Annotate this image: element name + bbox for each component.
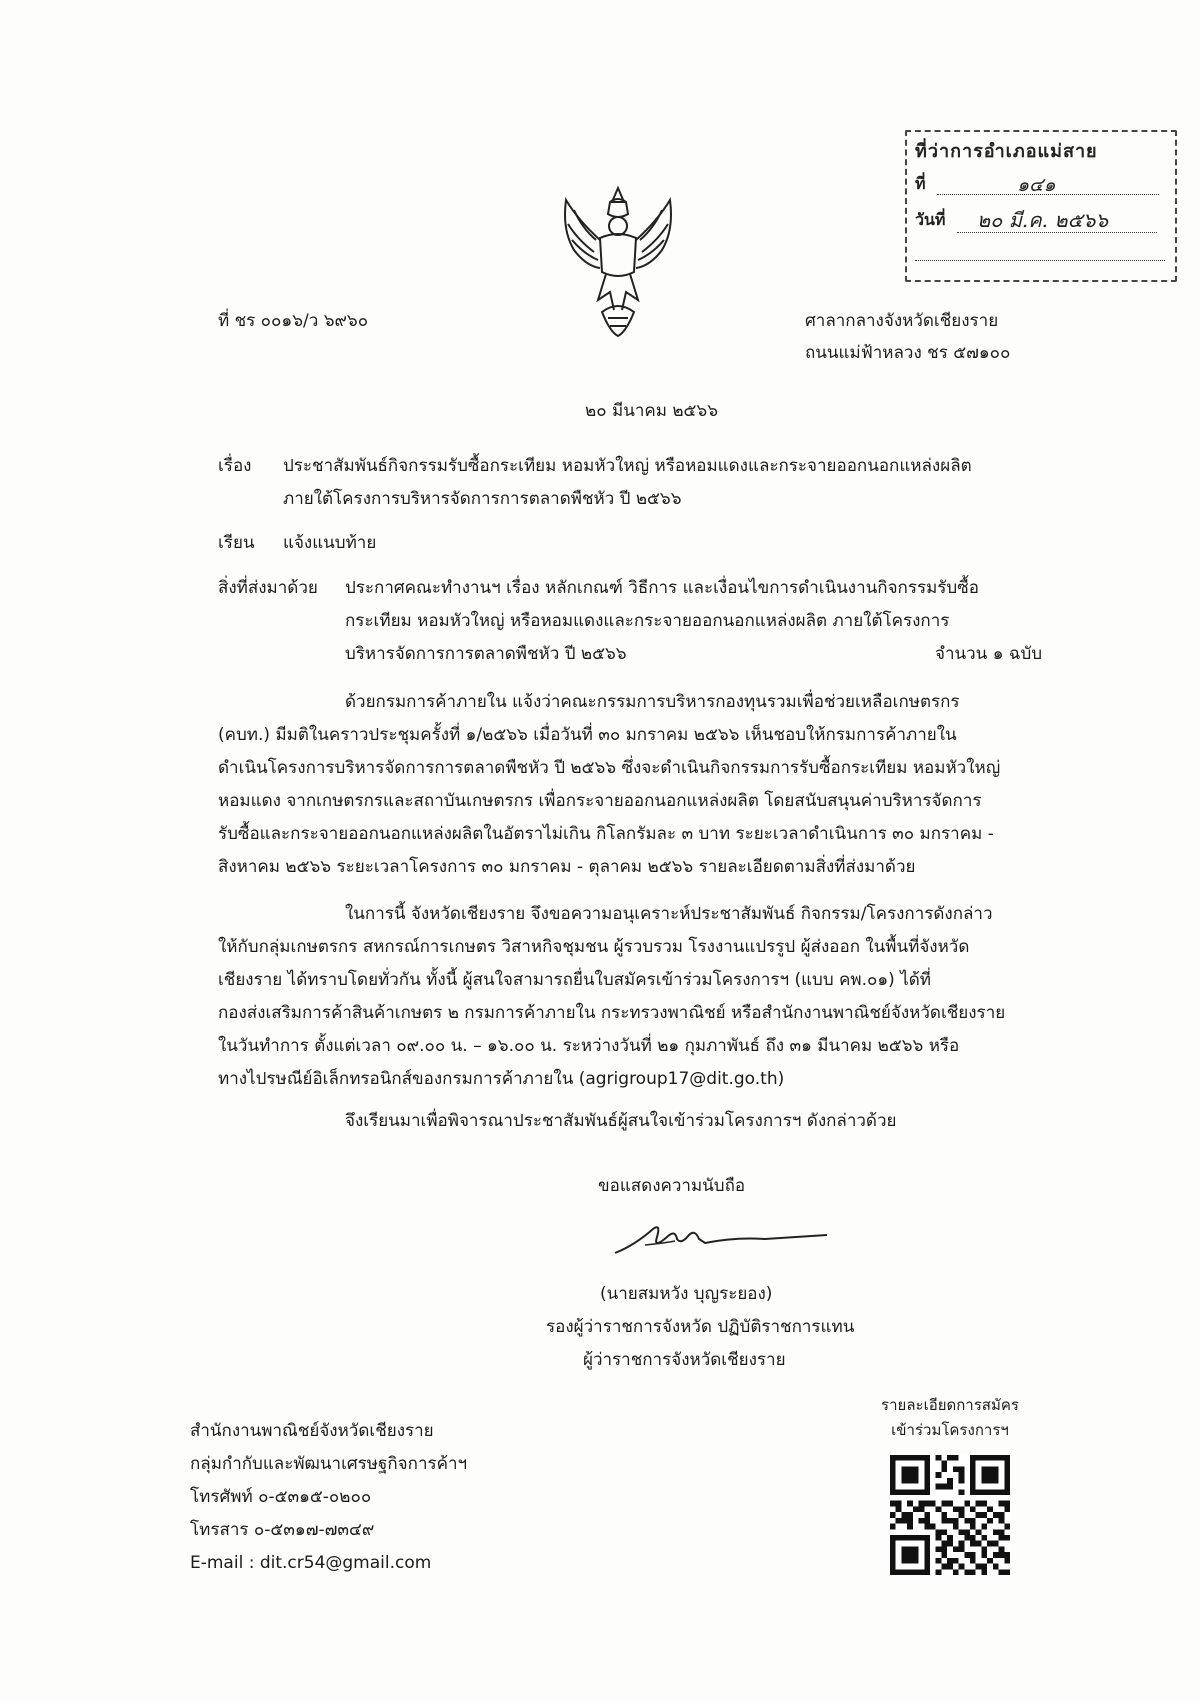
signer-title1: รองผู้ว่าราชการจังหวัด ปฏิบัติราชการแทน [546, 1317, 855, 1337]
sender-address-line2: ถนนแม่ฟ้าหลวง ชร ๕๗๑๐๐ [805, 343, 1011, 363]
stamp-no-label: ที่ [915, 174, 926, 193]
contact-email: E-mail : dit.cr54@gmail.com [190, 1553, 432, 1573]
para2-line: ให้กับกลุ่มเกษตรกร สหกรณ์การเกษตร วิสาหกิจชุมชน ผู้รวบรวม โรงงานแปรรูป ผู้ส่งออก ในพื้นที่จังหวัด [218, 937, 970, 957]
signer-name: (นายสมหวัง บุญระยอง) [600, 1284, 773, 1304]
sender-address-line1: ศาลากลางจังหวัดเชียงราย [805, 311, 999, 331]
stamp-date-value: ๒๐ มี.ค. ๒๕๖๖ [977, 208, 1109, 232]
letter-date: ๒๐ มีนาคม ๒๕๖๖ [585, 401, 718, 421]
garuda-emblem [548, 180, 688, 340]
enclosure-line3: บริหารจัดการการตลาดพืชหัว ปี ๒๕๖๖ [345, 644, 627, 664]
stamp-line [937, 194, 1159, 195]
stamp-office: ที่ว่าการอำเภอแม่สาย [915, 141, 1098, 162]
subject-line2: ภายใต้โครงการบริหารจัดการการตลาดพืชหัว ปี ๒๕๖๖ [283, 489, 682, 509]
received-stamp [905, 130, 1177, 282]
contact-office: สำนักงานพาณิชย์จังหวัดเชียงราย [190, 1421, 434, 1441]
para1-line: รับซื้อและกระจายออกนอกแหล่งผลิตในอัตราไม่เกิน กิโลกรัมละ ๓ บาท ระยะเวลาดำเนินการ ๓๐ มกราคม - [218, 824, 994, 844]
para1-line: หอมแดง จากเกษตรกรและสถาบันเกษตรกร เพื่อกระจายออกนอกแหล่งผลิต โดยสนับสนุนค่าบริหารจัดการ [218, 791, 982, 811]
reference-number: ที่ ชร ๐๐๑๖/ว ๖๙๖๐ [218, 311, 369, 331]
signature [605, 1215, 835, 1265]
para1-line: ดำเนินโครงการบริหารจัดการการตลาดพืชหัว ปี ๒๕๖๖ ซึ่งจะดำเนินกิจกรรมการรับซื้อกระเทียม หอมหัวใหญ่ [218, 758, 1001, 778]
qr-code[interactable] [890, 1455, 1010, 1575]
contact-group: กลุ่มกำกับและพัฒนาเศรษฐกิจการค้าฯ [190, 1454, 468, 1474]
enclosure-count: จำนวน ๑ ฉบับ [935, 644, 1043, 664]
contact-phone: โทรศัพท์ ๐-๕๓๑๕-๐๒๐๐ [190, 1487, 372, 1507]
regards-line: ขอแสดงความนับถือ [598, 1176, 746, 1196]
signer-title2: ผู้ว่าราชการจังหวัดเชียงราย [583, 1350, 786, 1370]
contact-fax: โทรสาร ๐-๕๓๑๗-๗๓๔๙ [190, 1520, 375, 1540]
enclosure-line1: ประกาศคณะทำงานฯ เรื่อง หลักเกณฑ์ วิธีการ และเงื่อนไขการดำเนินงานกิจกรรมรับซื้อ [345, 578, 979, 598]
enclosure-line2: กระเทียม หอมหัวใหญ่ หรือหอมแดงและกระจายออกนอกแหล่งผลิต ภายใต้โครงการ [345, 611, 950, 631]
para2-line: ทางไปรษณีย์อิเล็กทรอนิกส์ของกรมการค้าภายใน (agrigroup17@dit.go.th) [218, 1069, 785, 1089]
subject-label: เรื่อง [218, 456, 252, 476]
subject-line1: ประชาสัมพันธ์กิจกรรมรับซื้อกระเทียม หอมหัวใหญ่ หรือหอมแดงและกระจายออกนอกแหล่งผลิต [283, 456, 972, 476]
para2-line: ในการนี้ จังหวัดเชียงราย จึงขอความอนุเคราะห์ประชาสัมพันธ์ กิจกรรม/โครงการดังกล่าว [345, 904, 993, 924]
enclosure-label: สิ่งที่ส่งมาด้วย [218, 578, 318, 598]
stamp-line [915, 260, 1165, 261]
para1-line: ด้วยกรมการค้าภายใน แจ้งว่าคณะกรรมการบริหารกองทุนรวมเพื่อช่วยเหลือเกษตรกร [345, 692, 960, 712]
para1-line: สิงหาคม ๒๕๖๖ ระยะเวลาโครงการ ๓๐ มกราคม - ตุลาคม ๒๕๖๖ รายละเอียดตามสิ่งที่ส่งมาด้วย [218, 857, 916, 877]
closing-line: จึงเรียนมาเพื่อพิจารณาประชาสัมพันธ์ผู้สนใจเข้าร่วมโครงการฯ ดังกล่าวด้วย [345, 1111, 897, 1131]
para2-line: ในวันทำการ ตั้งแต่เวลา ๐๙.๐๐ น. – ๑๖.๐๐ น. ระหว่างวันที่ ๒๑ กุมภาพันธ์ ถึง ๓๑ มีนาคม ๒๕๖๖ หรือ [218, 1036, 960, 1056]
stamp-line [957, 232, 1157, 233]
stamp-date-label: วันที่ [915, 210, 946, 229]
qr-caption-line2: เข้าร่วมโครงการฯ [891, 1421, 1009, 1439]
stamp-no-value: ๑๔๑ [1017, 174, 1056, 196]
para1-line: (คบท.) มีมติในคราวประชุมครั้งที่ ๑/๒๕๖๖ เมื่อวันที่ ๓๐ มกราคม ๒๕๖๖ เห็นชอบให้กรมการค้าภายใน [218, 725, 957, 745]
para2-line: กองส่งเสริมการค้าสินค้าเกษตร ๒ กรมการค้าภายใน กระทรวงพาณิชย์ หรือสำนักงานพาณิชย์จังหวัดเชียงราย [218, 1003, 1006, 1023]
qr-caption-line1: รายละเอียดการสมัคร [881, 1396, 1019, 1414]
to-value: แจ้งแนบท้าย [283, 533, 377, 553]
para2-line: เชียงราย ได้ทราบโดยทั่วกัน ทั้งนี้ ผู้สนใจสามารถยื่นใบสมัครเข้าร่วมโครงการฯ (แบบ คพ.๐๑) ได้ที่ [218, 970, 931, 990]
to-label: เรียน [218, 533, 255, 553]
